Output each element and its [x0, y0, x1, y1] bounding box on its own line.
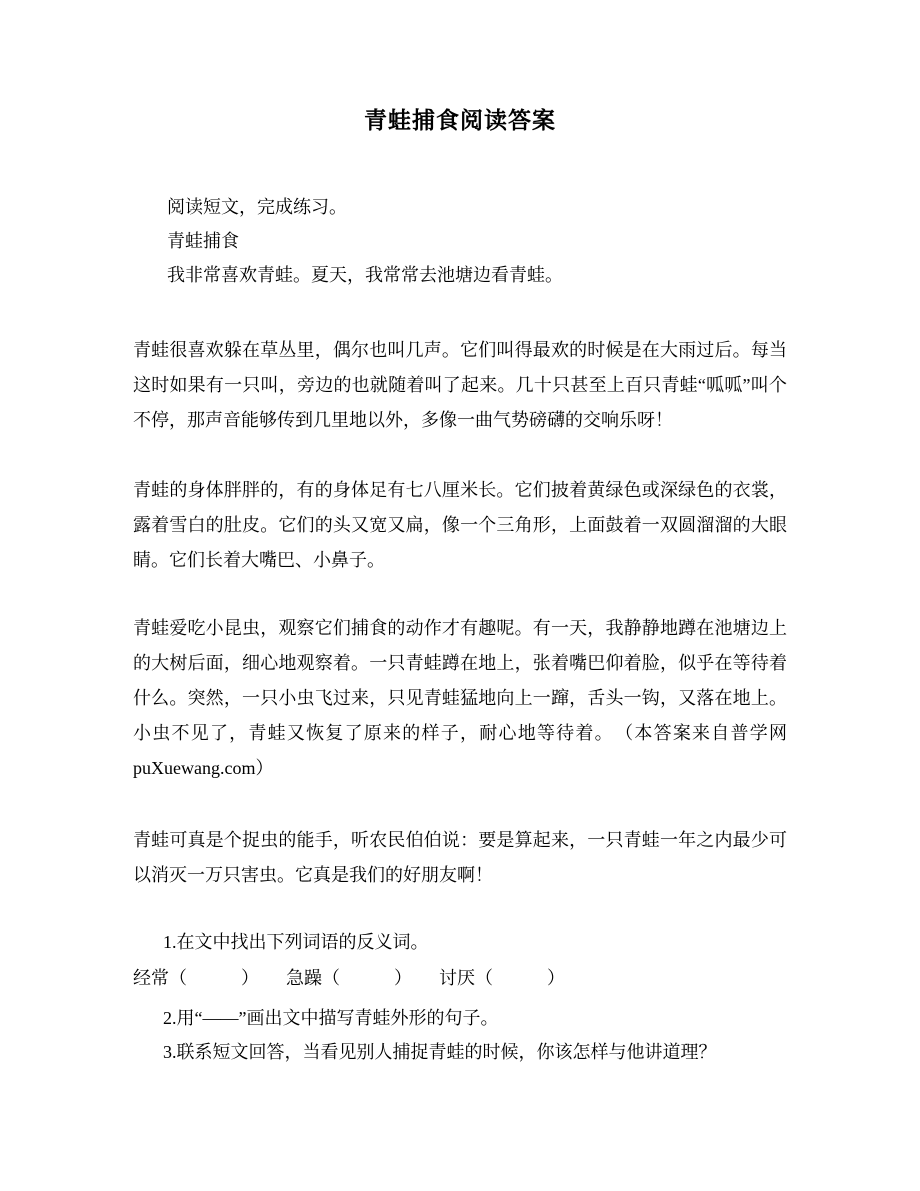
question-3: 3.联系短文回答，当看见别人捕捉青蛙的时候，你该怎样与他讲道理？ — [163, 1042, 717, 1062]
passage-title: 青蛙捕食 — [167, 231, 239, 251]
passage-paragraph-1: 青蛙很喜欢躲在草丛里，偶尔也叫几声。它们叫得最欢的时候是在大雨过后。每当这时如果有一只叫，旁边的也就随着叫了起来。几十只甚至上百只青蛙“呱呱”叫个不停，那声音能够传到几里地以外，多像一曲气势磅礴的交响乐呀！ — [133, 340, 787, 430]
passage-paragraph-4: 青蛙可真是个捉虫的能手，听农民伯伯说：要是算起来，一只青蛙一年之内最少可以消灭一万只害虫。它真是我们的好朋友啊！ — [133, 830, 787, 885]
question-1-answer-blanks: 经常（ ） 急躁（ ） 讨厌（ ） — [133, 968, 565, 988]
question-2: 2.用“——”画出文中描写青蛙外形的句子。 — [163, 1008, 499, 1028]
reading-instruction: 阅读短文，完成练习。 — [167, 197, 347, 217]
passage-paragraph-2: 青蛙的身体胖胖的，有的身体足有七八厘米长。它们披着黄绿色或深绿色的衣裳，露着雪白的肚皮。它们的头又宽又扁，像一个三角形，上面鼓着一双圆溜溜的大眼睛。它们长着大嘴巴、小鼻子。 — [133, 480, 787, 570]
passage-intro — [133, 190, 787, 292]
passage-opening: 我非常喜欢青蛙。夏天，我常常去池塘边看青蛙。 — [167, 265, 563, 285]
question-1: 1.在文中找出下列词语的反义词。 — [163, 932, 429, 952]
passage-paragraph-3: 青蛙爱吃小昆虫，观察它们捕食的动作才有趣呢。有一天，我静静地蹲在池塘边上的大树后面，细心地观察着。一只青蛙蹲在地上，张着嘴巴仰着脸，似乎在等待着什么。突然，一只小虫飞过来，只见青蛙猛地向上一蹿，舌头一钩，又落在地上。小虫不见了，青蛙又恢复了原来的样子，耐心地等待着。 （本答案来自普学网 puXuewang.com） — [133, 618, 792, 778]
document-title: 青蛙捕食阅读答案 — [364, 108, 556, 133]
